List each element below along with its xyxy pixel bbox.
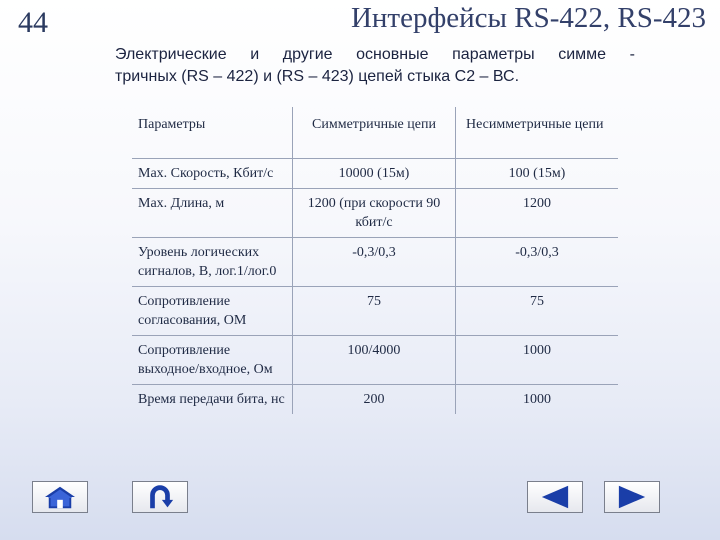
- param-name-cell: Время передачи бита, нс: [138, 392, 285, 407]
- param-name-cell: Max. Скорость, Кбит/с: [132, 159, 293, 189]
- asymmetric-value-cell: -0,3/0,3: [456, 238, 619, 287]
- table-row: [132, 189, 618, 238]
- intro-line-1: Электрические и другие основные параметры симме -: [115, 46, 635, 63]
- home-button[interactable]: [32, 481, 88, 513]
- return-arrow-icon: [133, 482, 187, 512]
- symmetric-value-cell: 10000 (15м): [293, 159, 456, 189]
- symmetric-value-cell: 200: [293, 385, 456, 415]
- slide-number: 44: [18, 6, 48, 39]
- symmetric-value-cell: 100/4000: [293, 336, 456, 385]
- slide-title: Интерфейсы RS-422, RS-423: [350, 2, 706, 34]
- parameters-table: [132, 107, 618, 414]
- asymmetric-value-cell: 1000: [456, 336, 619, 385]
- table-row: [132, 336, 618, 385]
- asymmetric-value-cell: 1000: [456, 385, 619, 415]
- triangle-right-icon: [605, 482, 659, 512]
- header-symmetric: Симметричные цепи: [293, 107, 456, 159]
- asymmetric-value-cell: 100 (15м): [456, 159, 619, 189]
- table-header-row: [132, 107, 618, 159]
- table-row: [132, 238, 618, 287]
- table-row: [132, 159, 618, 189]
- header-asymmetric: Несимметричные цепи: [456, 107, 619, 159]
- intro-paragraph: [115, 44, 635, 88]
- asymmetric-value-cell: 1200: [456, 189, 619, 238]
- return-button[interactable]: [132, 481, 188, 513]
- intro-line-2: тричных (RS – 422) и (RS – 423) цепей стыка С2 – ВС.: [115, 68, 520, 85]
- param-name-cell: Уровень логических сигналов, В, лог.1/лог.0: [132, 238, 293, 287]
- param-name-cell: Сопротивление согласования, ОМ: [132, 287, 293, 336]
- symmetric-value-cell: 75: [293, 287, 456, 336]
- param-name-cell: Max. Длина, м: [132, 189, 293, 238]
- param-name-cell: Сопротивление выходное/входное, Ом: [132, 336, 293, 385]
- next-slide-button[interactable]: [604, 481, 660, 513]
- triangle-left-icon: [528, 482, 582, 512]
- table-row: [132, 385, 618, 415]
- header-parameters: Параметры: [132, 107, 293, 159]
- symmetric-value-cell: 1200 (при скорости 90 кбит/с: [293, 189, 456, 238]
- table-row: [132, 287, 618, 336]
- asymmetric-value-cell: 75: [456, 287, 619, 336]
- home-icon: [33, 482, 87, 512]
- symmetric-value-cell: -0,3/0,3: [293, 238, 456, 287]
- previous-slide-button[interactable]: [527, 481, 583, 513]
